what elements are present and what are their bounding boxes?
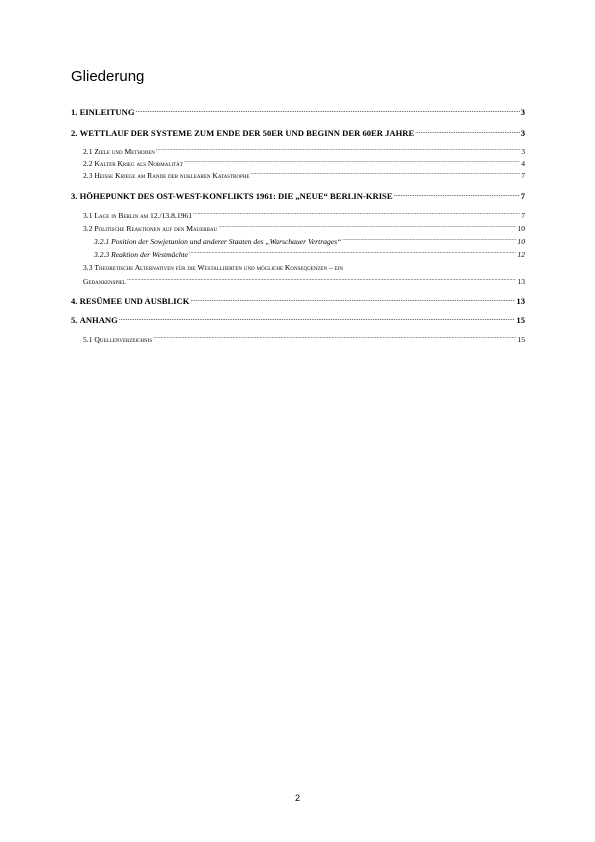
toc-heading: Gliederung bbox=[71, 68, 145, 85]
toc-entry-1[interactable] bbox=[71, 105, 525, 118]
toc-entry-3-2[interactable] bbox=[83, 221, 525, 234]
toc-entry-title: Lage in Berlin am 12./13.8.1961 bbox=[94, 211, 193, 220]
dot-leader bbox=[190, 294, 515, 304]
toc-entry-number: 2. bbox=[71, 128, 78, 138]
toc-entry-page: 7 bbox=[520, 191, 525, 201]
toc-entry-number: 3.3 bbox=[83, 263, 93, 272]
toc-entry-2-3[interactable] bbox=[83, 168, 525, 181]
toc-entry-title: Reaktion der Westmächte bbox=[111, 250, 188, 259]
dot-leader bbox=[153, 332, 516, 342]
toc-entry-title: Position der Sowjetunion und anderer Staaten des „Warschauer Vertrages“ bbox=[111, 237, 342, 246]
toc-entry-title: EINLEITUNG bbox=[79, 107, 135, 117]
toc-entry-5-1[interactable] bbox=[83, 332, 525, 345]
dot-leader bbox=[184, 156, 520, 166]
toc-entry-number: 3.2.1 bbox=[94, 237, 110, 246]
toc-entry-number: 3. bbox=[71, 191, 78, 201]
toc-entry-page: 13 bbox=[517, 277, 525, 286]
dot-leader bbox=[342, 234, 516, 244]
toc-entry-page: 10 bbox=[517, 237, 525, 246]
toc-entry-title: RESÜMEE UND AUSBLICK bbox=[79, 296, 190, 306]
toc-entry-page: 3 bbox=[520, 128, 525, 138]
toc-entry-page: 4 bbox=[521, 159, 525, 168]
toc-entry-number: 1. bbox=[71, 107, 78, 117]
toc-entry-title: Quellenverzeichnis bbox=[94, 335, 153, 344]
toc-entry-2[interactable] bbox=[71, 126, 525, 139]
toc-entry-4[interactable] bbox=[71, 294, 525, 307]
toc-entry-page: 12 bbox=[517, 250, 525, 259]
toc-entry-page: 3 bbox=[521, 147, 525, 156]
toc-entry-title: Politische Reaktionen auf den Mauerbau bbox=[94, 224, 218, 233]
toc-entry-title: Kalter Krieg als Normalität bbox=[94, 159, 183, 168]
toc-entry-3-3-line2[interactable] bbox=[83, 274, 525, 287]
toc-entry-number: 2.1 bbox=[83, 147, 93, 156]
toc-entry-page: 7 bbox=[521, 211, 525, 220]
toc-entry-5[interactable] bbox=[71, 313, 525, 326]
toc-entry-title-continued: Gedankenspiel bbox=[83, 277, 126, 286]
toc-entry-number: 2.3 bbox=[83, 171, 93, 180]
toc-entry-number: 5. bbox=[71, 315, 78, 325]
toc-entry-page: 10 bbox=[517, 224, 525, 233]
toc-entry-number: 3.1 bbox=[83, 211, 93, 220]
toc-entry-title: ANHANG bbox=[79, 315, 118, 325]
toc-entry-page: 13 bbox=[516, 296, 525, 306]
toc-entry-page: 15 bbox=[517, 335, 525, 344]
toc-entry-title: WETTLAUF DER SYSTEME ZUM ENDE DER 50ER UND BEGINN DER 60ER JAHRE bbox=[79, 128, 415, 138]
toc-entry-page: 7 bbox=[521, 171, 525, 180]
dot-leader bbox=[250, 168, 520, 178]
toc-entry-3-2-1[interactable] bbox=[94, 234, 525, 247]
page-number: 2 bbox=[294, 793, 300, 803]
dot-leader bbox=[394, 189, 520, 199]
dot-leader bbox=[156, 144, 520, 154]
dot-leader bbox=[119, 313, 516, 323]
dot-leader bbox=[189, 247, 516, 257]
dot-leader bbox=[136, 105, 520, 115]
dot-leader bbox=[218, 221, 516, 231]
toc-entry-3-1[interactable] bbox=[83, 208, 525, 221]
toc-entry-3-2-3[interactable] bbox=[94, 247, 525, 260]
toc-entry-number: 3.2.3 bbox=[94, 250, 110, 259]
toc-entry-title: Heiße Kriege am Rande der nuklearen Katastrophe bbox=[94, 171, 250, 180]
toc-entry-number: 2.2 bbox=[83, 159, 93, 168]
toc-entry-title: Ziele und Methoden bbox=[94, 147, 155, 156]
toc-entry-page: 3 bbox=[520, 107, 525, 117]
toc-entry-title: HÖHEPUNKT DES OST-WEST-KONFLIKTS 1961: DIE „NEUE“ BERLIN-KRISE bbox=[79, 191, 393, 201]
toc-entry-3[interactable] bbox=[71, 189, 525, 202]
toc-entry-page: 15 bbox=[516, 315, 525, 325]
toc-entry-number: 3.2 bbox=[83, 224, 93, 233]
toc-entry-title: Theoretische Alternativen für die Westalliierten und mögliche Konsequenzen – ein bbox=[94, 263, 343, 272]
dot-leader bbox=[193, 208, 520, 218]
toc-entry-number: 5.1 bbox=[83, 335, 93, 344]
toc-entry-3-3-line1[interactable] bbox=[83, 262, 343, 273]
dot-leader bbox=[127, 274, 516, 284]
dot-leader bbox=[415, 126, 519, 136]
toc-entry-number: 4. bbox=[71, 296, 78, 306]
